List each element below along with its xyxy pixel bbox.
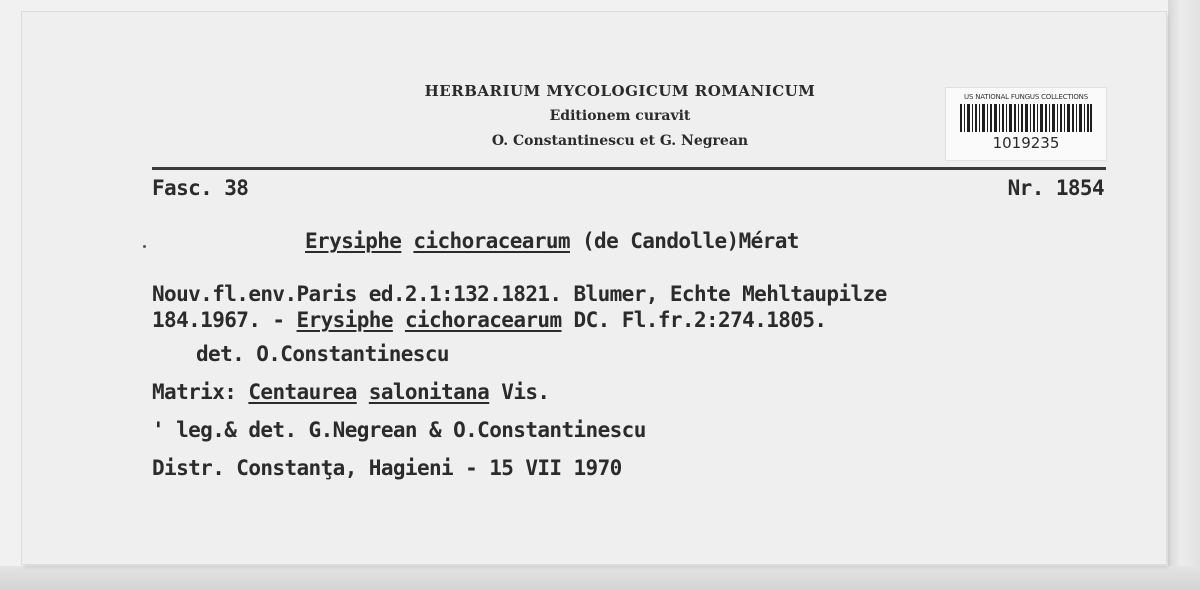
species-epithet: cichoracearum bbox=[413, 229, 570, 253]
reference-genus: Erysiphe bbox=[296, 308, 393, 332]
barcode-number: 1019235 bbox=[992, 134, 1060, 152]
reference-line-2 bbox=[152, 308, 826, 332]
reference-prefix: 184.1967. - bbox=[152, 308, 297, 332]
reference-suffix: DC. Fl.fr.2:274.1805. bbox=[561, 308, 827, 332]
herbarium-title: HERBARIUM MYCOLOGICUM ROMANICUM bbox=[424, 82, 816, 100]
matrix-epithet: salonitana bbox=[368, 380, 490, 404]
sheet-bottom-edge bbox=[0, 566, 1200, 589]
barcode-icon bbox=[960, 104, 1092, 132]
label-header bbox=[360, 78, 880, 154]
collection-name: US NATIONAL FUNGUS COLLECTIONS bbox=[964, 93, 1088, 101]
barcode-tag bbox=[946, 88, 1106, 160]
editor-subtitle: Editionem curavit bbox=[549, 108, 691, 124]
locality-line: Distr. Constanţa, Hagieni - 15 VII 1970 bbox=[152, 456, 622, 480]
editors-names: O. Constantinescu et G. Negrean bbox=[491, 133, 749, 149]
species-name bbox=[305, 229, 799, 253]
matrix-genus: Centaurea bbox=[248, 380, 357, 404]
species-genus: Erysiphe bbox=[305, 229, 402, 253]
matrix-authority: Vis. bbox=[489, 380, 550, 404]
species-authority: (de Candolle)Mérat bbox=[582, 229, 799, 253]
specimen-number: Nr. 1854 bbox=[1007, 176, 1104, 200]
reference-epithet: cichoracearum bbox=[404, 308, 562, 332]
fascicle-number: Fasc. 38 bbox=[152, 176, 249, 200]
collector-line: ' leg.& det. G.Negrean & O.Constantinescu bbox=[152, 418, 646, 442]
header-rule bbox=[152, 167, 1106, 170]
ink-mark bbox=[143, 245, 146, 248]
reference-line-1: Nouv.fl.env.Paris ed.2.1:132.1821. Blumer, Echte Mehltaupilze bbox=[152, 282, 887, 306]
determiner-line: det. O.Constantinescu bbox=[196, 342, 449, 366]
sheet-edge bbox=[1168, 0, 1200, 589]
matrix-label: Matrix: bbox=[152, 380, 249, 404]
matrix-line bbox=[152, 380, 549, 404]
